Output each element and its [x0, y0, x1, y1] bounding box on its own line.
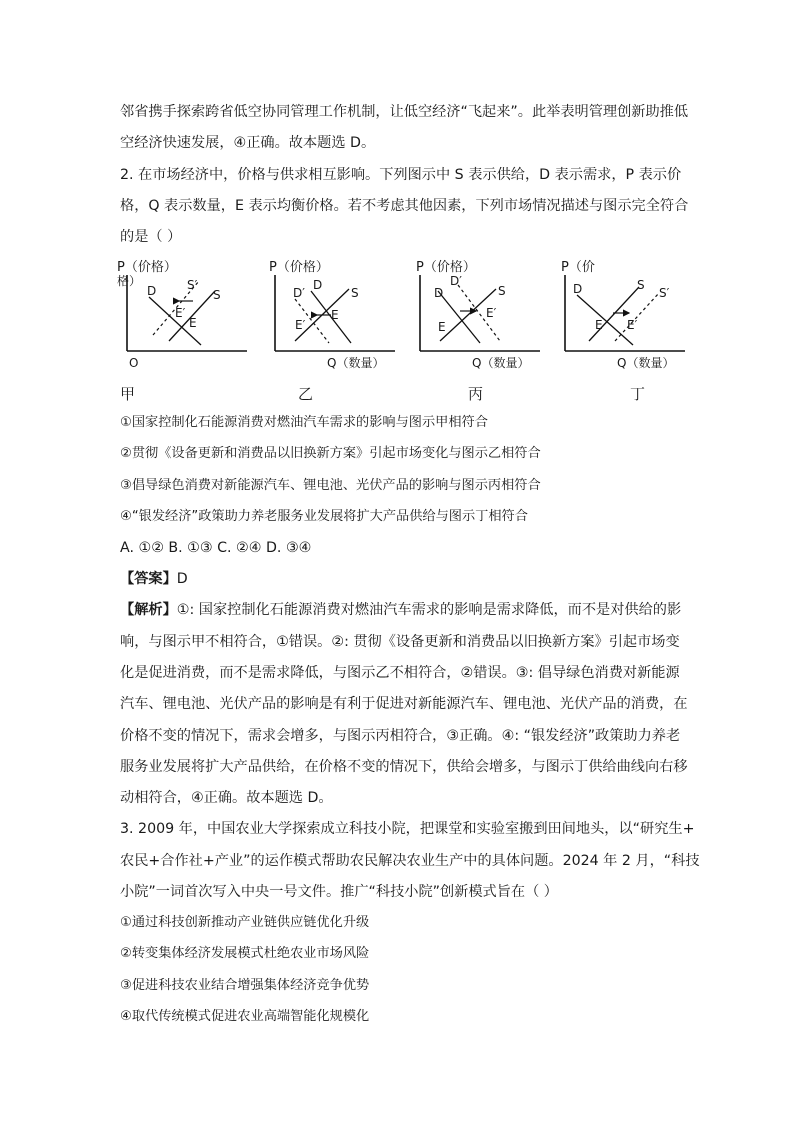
q2-stem-line-1: 2. 在市场经济中，价格与供求相互影响。下列图示中 S 表示供给，D 表示需求，P 表示价 — [120, 167, 682, 183]
q3-option-2: ②转变集体经济发展模式杜绝农业市场风险 — [120, 946, 370, 961]
y-axis-label: P（价格） — [416, 260, 476, 275]
graph-jia — [115, 255, 255, 370]
supply-curve — [589, 287, 639, 341]
supply-label: S — [498, 284, 506, 298]
y-axis-label: P（价格） — [269, 260, 329, 275]
q3-stem-line-3: 小院”一词首次写入中央一号文件。推广“科技小院”创新模式旨在（ ） — [120, 884, 558, 900]
origin-label: O — [129, 356, 139, 370]
supply-curve-shifted — [615, 293, 659, 341]
graph-bing-svg — [410, 255, 550, 370]
equilibrium-label: E — [595, 318, 603, 332]
demand-label: D — [147, 284, 157, 298]
q2-answer — [120, 569, 188, 589]
graph-caption-bing: 丙 — [468, 385, 484, 403]
q2-analysis-line-7: 动相符合，④正确。故本题选 D。 — [120, 790, 333, 806]
q2-choices: A. ①② B. ①③ C. ②④ D. ③④ — [120, 540, 312, 556]
x-axis-label: Q（数量） — [472, 356, 530, 370]
x-axis-label: Q（数量） — [617, 356, 675, 370]
q3-option-1: ①通过科技创新推动产业链供应链优化升级 — [120, 915, 370, 930]
q2-analysis-line-1 — [120, 600, 681, 620]
q2-analysis-line-5: 价格不变的情况下，需求会增多，与图示丙相符合，③正确。④: “银发经济”政策助力养老 — [120, 728, 681, 744]
equilibrium-label: E — [438, 320, 446, 334]
equilibrium-label: E — [189, 316, 197, 330]
graph-caption-yi: 乙 — [298, 385, 314, 403]
analysis-label: 【解析】 — [120, 602, 177, 618]
q2-graph-row — [115, 255, 695, 405]
q2-stem-line-3: 的是（ ） — [120, 229, 182, 245]
demand-shifted-label: D′ — [450, 274, 462, 288]
y-axis-label: P（价格） — [117, 260, 177, 275]
q2-analysis-line-2: 响，与图示甲不相符合，①错误。②: 贯彻《设备更新和消费品以旧换新方案》引起市场变 — [120, 634, 680, 650]
q2-option-3: ③倡导绿色消费对新能源汽车、锂电池、光伏产品的影响与图示丙相符合 — [120, 478, 541, 493]
equilibrium-shifted-label: E′ — [486, 306, 497, 320]
supply-label: S — [351, 286, 359, 300]
q3-option-4: ④取代传统模式促进农业高端智能化规模化 — [120, 1009, 370, 1024]
graph-ding — [555, 255, 695, 370]
q2-analysis-line-4: 汽车、锂电池、光伏产品的影响是有利于促进对新能源汽车、锂电池、光伏产品的消费，在 — [120, 696, 688, 712]
graph-bing — [410, 255, 550, 370]
supply-label: S — [637, 278, 645, 292]
intro-line-2: 空经济快速发展，④正确。故本题选 D。 — [120, 135, 376, 151]
demand-shifted-label: D′ — [293, 286, 305, 300]
graph-caption-jia: 甲 — [120, 385, 136, 403]
q2-option-2: ②贯彻《设备更新和消费品以旧换新方案》引起市场变化与图示乙相符合 — [120, 446, 541, 461]
q2-analysis-line-6: 服务业发展将扩大产品供给，在价格不变的情况下，供给会增多，与图示丁供给曲线向右移 — [120, 759, 688, 775]
demand-curve — [438, 291, 480, 343]
equilibrium-shifted-label: E′ — [627, 318, 638, 332]
equilibrium-shifted-label: E′ — [175, 306, 186, 320]
graph-caption-ding: 丁 — [630, 385, 646, 403]
graph-yi-svg — [265, 255, 405, 370]
analysis-text: ①: 国家控制化石能源消费对燃油汽车需求的影响是需求降低，而不是对供给的影 — [176, 602, 682, 618]
equilibrium-shifted-label: E′ — [295, 318, 306, 332]
demand-label: D — [434, 286, 444, 300]
demand-label: D — [313, 278, 323, 292]
q2-option-4: ④“银发经济”政策助力养老服务业发展将扩大产品供给与图示丁相符合 — [120, 509, 528, 524]
q2-stem-line-2: 格，Q 表示数量，E 表示均衡价格。若不考虑其他因素，下列市场情况描述与图示完全符合 — [120, 198, 689, 214]
graph-ding-svg — [555, 255, 695, 370]
x-axis-label: Q（数量） — [327, 356, 385, 370]
y-axis-label: P（价 — [561, 260, 595, 275]
y-axis-label-wrap: 格） — [117, 274, 142, 288]
supply-shifted-label: S′ — [659, 286, 670, 300]
q2-option-1: ①国家控制化石能源消费对燃油汽车需求的影响与图示甲相符合 — [120, 415, 488, 430]
intro-line-1: 邻省携手探索跨省低空协同管理工作机制，让低空经济“飞起来”。此举表明管理创新助推低 — [120, 104, 689, 120]
graph-yi — [265, 255, 405, 370]
q3-option-3: ③促进科技农业结合增强集体经济竞争优势 — [120, 978, 370, 993]
graph-jia-svg — [115, 255, 255, 370]
q3-stem-line-1: 3. 2009 年，中国农业大学探索成立科技小院，把课堂和实验室搬到田间地头，以“研究生+ — [120, 821, 695, 837]
demand-label: D — [573, 282, 583, 296]
answer-value: D — [176, 571, 188, 587]
equilibrium-label: E — [331, 308, 339, 322]
q3-stem-line-2: 农民+合作社+产业”的运作模式帮助农民解决农业生产中的具体问题。2024 年 2 月，“科技 — [120, 853, 700, 869]
supply-shifted-label: S′ — [187, 278, 198, 292]
answer-label: 【答案】 — [120, 571, 177, 587]
q2-analysis-line-3: 化是促进消费，而不是需求降低，与图示乙不相符合，②错误。③: 倡导绿色消费对新能源 — [120, 665, 680, 681]
supply-label: S — [213, 288, 221, 302]
